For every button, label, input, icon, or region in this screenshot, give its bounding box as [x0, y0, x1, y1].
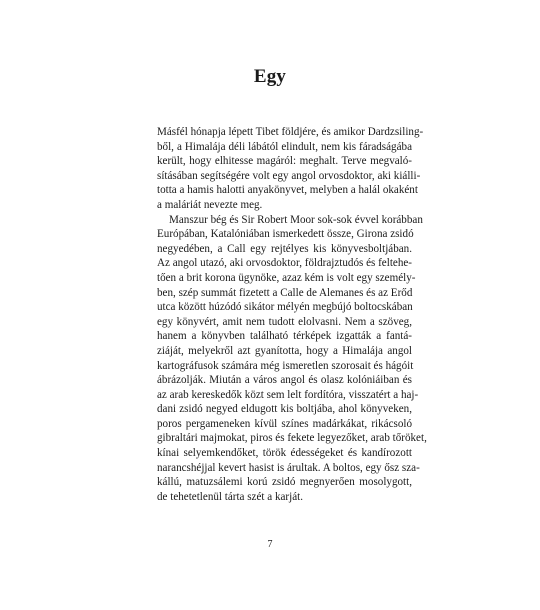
text-line: Manszur bég és Sir Robert Moor sok-sok évvel korábban: [169, 213, 423, 226]
text-line: Európában, Katalóniában ismerkedett össze, Girona zsidó: [157, 228, 414, 241]
text-line: poros pergameneken kívül színes madárkákat, rikácsoló: [157, 417, 412, 430]
paragraph: [157, 125, 424, 213]
text-line: kínai selyemkendőket, török édességeket és kandírozott: [157, 447, 412, 460]
text-line: gibraltári majmokat, piros és fekete legyezőket, arab tőröket,: [157, 432, 427, 445]
body-text: [157, 125, 427, 504]
text-line: hanem a könyvben található térképek izgatták a fantá-: [157, 330, 412, 343]
text-line: ben, szép summát fizetett a Calle de Alemanes és az Erőd: [157, 286, 413, 299]
paragraph: [157, 213, 427, 505]
chapter-title: Egy: [253, 66, 287, 87]
text-line: sításában segítségére volt egy angol orvosdoktor, aki kiálli-: [157, 169, 421, 182]
text-line: tően a brit korona ügynöke, azaz kém is volt egy személy-: [157, 271, 416, 284]
text-line: utca között húzódó sikátor mélyén megbújó boltocskában: [157, 301, 413, 314]
text-line: ziáját, melyekről azt gyanította, hogy a Himalája angol: [157, 344, 412, 357]
page-number: 7: [267, 539, 273, 550]
text-line: ábrázolják. Miután a város angol és olasz kolóniáiban és: [157, 374, 412, 387]
text-line: Másfél hónapja lépett Tibet földjére, és amikor Dardzsiling-: [157, 126, 424, 138]
text-line: kartográfusok számára még ismeretlen szorosait és hágóit: [157, 359, 414, 372]
text-line: kállú, matuzsálemi korú zsidó megnyerően mosolygott,: [157, 476, 412, 489]
text-line: negyedében, a Call egy rejtélyes kis könyvesboltjában.: [157, 242, 412, 255]
text-line: totta a hamis halotti anyakönyvet, melyben a halál okaként: [157, 184, 418, 197]
text-line: az arab kereskedők közt sem lelt fordítóra, visszatért a haj-: [157, 388, 419, 401]
text-line: ből, a Himalája déli lábától elindult, nem kis fáradságába: [157, 140, 412, 153]
text-line: a maláriát nevezte meg.: [157, 198, 263, 211]
text-line: Az angol utazó, aki orvosdoktor, földrajztudós és feltehe-: [157, 257, 412, 270]
text-line: de tehetetlenül tárta szét a karját.: [157, 490, 303, 503]
text-line: került, hogy elhitesse magáról: meghalt. Terve megvaló-: [157, 155, 412, 168]
text-line: egy könyvért, amit nem tudott elolvasni. Nem a szöveg,: [157, 315, 412, 328]
text-line: naranсshéjjal kevert hasist is árultak. A boltos, egy ősz sza-: [157, 461, 420, 474]
text-line: dani zsidó negyed eldugott kis boltjába, ahol könyveken,: [157, 403, 412, 416]
